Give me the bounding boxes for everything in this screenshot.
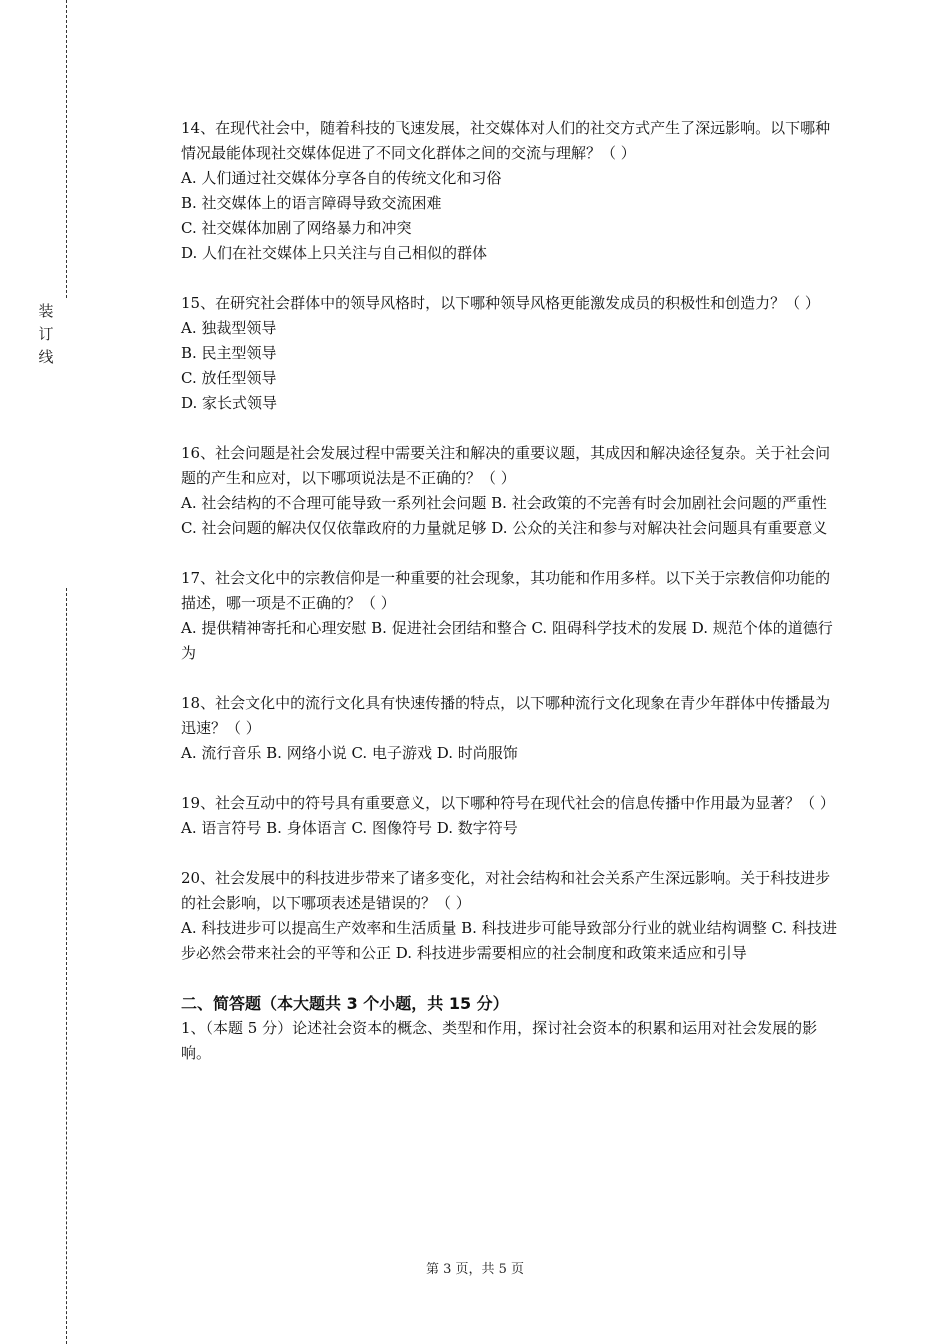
binding-line-bottom [66,588,67,1344]
option-b: B. 社交媒体上的语言障碍导致交流困难 [181,194,442,212]
page-footer: 第 3 页，共 5 页 [425,1262,525,1277]
options-inline: A. 社会结构的不合理可能导致一系列社会问题 B. 社会政策的不完善有时会加剧社会问题的严重性 C. 社会问题的解决仅仅依靠政府的力量就足够 D. 公众的关注和参与对解决社会问题具有重要意义 [181,494,828,537]
option-c: C. 放任型领导 [181,369,277,387]
option-c: C. 社交媒体加剧了网络暴力和冲突 [181,219,412,237]
option-d: D. 人们在社交媒体上只关注与自己相似的群体 [181,244,488,262]
question-stem: 16、社会问题是社会发展过程中需要关注和解决的重要议题，其成因和解决途径复杂。关于社会问题的产生和应对，以下哪项说法是不正确的？（ ） [181,444,831,487]
option-a: A. 独裁型领导 [181,319,277,337]
option-b: B. 民主型领导 [181,344,277,362]
question-16 [181,441,841,541]
options-inline: A. 科技进步可以提高生产效率和生活质量 B. 科技进步可能导致部分行业的就业结构调整 C. 科技进步必然会带来社会的平等和公正 D. 科技进步需要相应的社会制度和政策来适应和引导 [181,919,837,962]
question-18 [181,691,841,766]
question-stem: 15、在研究社会群体中的领导风格时，以下哪种领导风格更能激发成员的积极性和创造力？（ ） [181,294,820,312]
question-14 [181,116,841,266]
options-inline: A. 提供精神寄托和心理安慰 B. 促进社会团结和整合 C. 阻碍科学技术的发展 D. 规范个体的道德行为 [181,619,833,662]
binding-line-top [66,0,67,298]
question-stem: 14、在现代社会中，随着科技的飞速发展，社交媒体对人们的社交方式产生了深远影响。以下哪种情况最能体现社交媒体促进了不同文化群体之间的交流与理解？（ ） [181,119,831,162]
exam-content [181,116,841,1066]
option-d: D. 家长式领导 [181,394,278,412]
section-title-short-answer: 二、简答题（本大题共 3 个小题，共 15 分） [181,994,509,1013]
option-a: A. 人们通过社交媒体分享各自的传统文化和习俗 [181,169,502,187]
question-20 [181,866,841,966]
short-answer-question-1: 1、（本题 5 分）论述社会资本的概念、类型和作用，探讨社会资本的积累和运用对社会发展的影响。 [181,1019,818,1062]
binding-char: 装 [38,302,54,320]
binding-char: 订 [38,325,54,343]
question-17 [181,566,841,666]
question-stem: 19、社会互动中的符号具有重要意义，以下哪种符号在现代社会的信息传播中作用最为显著？（ ） [181,794,835,812]
binding-char: 线 [38,348,54,366]
question-stem: 18、社会文化中的流行文化具有快速传播的特点，以下哪种流行文化现象在青少年群体中传播最为迅速？（ ） [181,694,831,737]
binding-label [36,300,56,369]
options-inline: A. 语言符号 B. 身体语言 C. 图像符号 D. 数字符号 [181,819,518,837]
question-stem: 17、社会文化中的宗教信仰是一种重要的社会现象，其功能和作用多样。以下关于宗教信仰功能的描述，哪一项是不正确的？（ ） [181,569,831,612]
question-19 [181,791,841,841]
question-stem: 20、社会发展中的科技进步带来了诸多变化，对社会结构和社会关系产生深远影响。关于科技进步的社会影响，以下哪项表述是错误的？（ ） [181,869,831,912]
question-15 [181,291,841,416]
options-inline: A. 流行音乐 B. 网络小说 C. 电子游戏 D. 时尚服饰 [181,744,518,762]
